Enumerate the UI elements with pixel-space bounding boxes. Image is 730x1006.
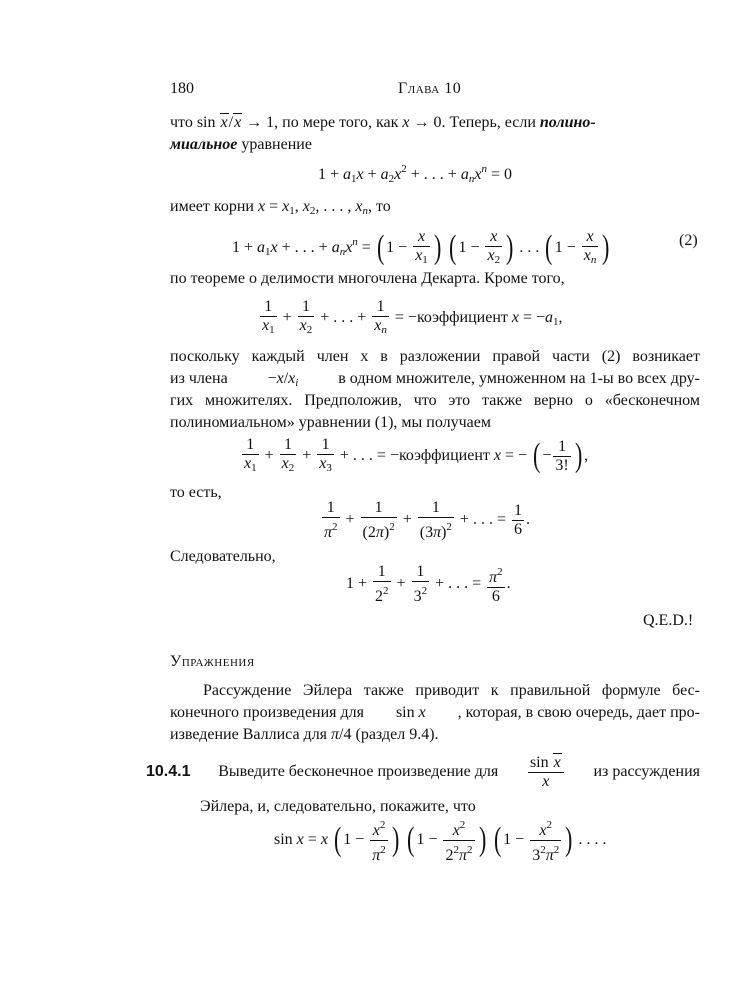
equation-infinite-sum: $\frac{1}{x_1}$ + $\frac{1}{x_2}$ + $\frac{1}{x_3}$ + . . . = −коэффициент x = − ( − $\frac{1}{3!}$ ) ,: [244, 435, 589, 475]
line-sledov: Следовательно,: [170, 548, 276, 565]
text-p1-l2-b: в одном множителе, умноженном на 1-ы во всех дру-: [338, 370, 700, 387]
exercises-heading: Упражнения: [170, 653, 255, 670]
text-l1-c: . Теперь, если: [441, 114, 536, 131]
exercise-number: 10.4.1: [146, 763, 191, 780]
text-ex-l2-b: , которая, в свою очередь, дает про-: [457, 704, 700, 721]
line-1: [170, 112, 700, 134]
text-ex-l3-b: (раздел 9.4).: [355, 726, 439, 743]
exercises-line-1: Рассуждение Эйлера также приводит к правильной формуле бес-: [203, 682, 700, 699]
line-descartes: по теореме о делимости многочлена Декарта. Кроме того,: [170, 270, 565, 287]
equation-reciprocal-sum: $\frac{1}{x_1}$ + $\frac{1}{x_2}$ + . . . + $\frac{1}{x_n}$ = −коэффициент $x = -a_1$,: [262, 297, 563, 336]
text-ex-l3-a: изведение Валлиса для: [170, 726, 328, 743]
text-l2-rest: уравнение: [241, 136, 312, 153]
qed: Q.E.D.!: [643, 612, 694, 629]
math-minus-x-over-xi: $-x/x_i$: [267, 370, 299, 389]
math-x-to-0: x → 0: [402, 114, 442, 131]
line-2: [170, 134, 312, 156]
equation-polynomial: $1 + a_1x + a_2x^2$ + . . . + $a_nx^n = 0$: [318, 163, 512, 185]
line-roots: [170, 196, 391, 222]
text-p1-l2-a: из члена: [170, 370, 228, 387]
exercises-line-2: [170, 702, 700, 724]
page-number: 180: [170, 80, 194, 97]
text-l2-poly: миальное: [170, 136, 238, 153]
math-sin-x: sin x: [395, 704, 426, 721]
equation-sine-product: sin x = x ( 1 − $\frac{x^2}{\pi^2}$ ) ( 1 − $\frac{x^2}{2^2\pi^2}$ ) ( 1 − $\frac{x^2}{3^2\pi^2}$ ) . . . .: [274, 814, 607, 866]
text-roots-intro-b: , то: [367, 198, 391, 215]
exercise-10-4-1-line-1: [146, 752, 700, 792]
exercises-line-3: [170, 724, 439, 746]
text-roots-intro-a: имеет корни: [170, 198, 254, 215]
equation-2: $1 + a_1x$ + . . . + $a_nx^n$ = ( 1 − $\frac{x}{x_1}$ ) ( 1 − $\frac{x}{x_2}$ ) . . . ( 1 − $\frac{x}{x_n}$ ): [232, 227, 610, 267]
chapter-title: Глава 10: [398, 80, 462, 97]
math-sqrt-ratio: x/x → 1: [220, 114, 275, 131]
line-to-est: то есть,: [170, 484, 222, 501]
text-l1-poly: полино-: [539, 114, 596, 131]
para-line-4: полиномиальном» уравнении (1), мы получаем: [170, 414, 491, 431]
equation-2-label: (2): [679, 232, 698, 249]
exercise-10-4-1-line-2: Эйлера, и, следовательно, покажите, что: [200, 798, 476, 815]
para-line-1: поскольку каждый член x в разложении правой части (2) возникает: [170, 348, 700, 365]
coef-word-1: коэффициент: [416, 309, 508, 326]
text-l1-b: , по мере того, как: [274, 114, 399, 131]
text-ex-l2-a: конечного произведения для: [170, 704, 365, 721]
equation-basel: 1 + $\frac{1}{2^2}$ + $\frac{1}{3^2}$ + . . . = $\frac{\pi^2}{6}$ .: [346, 562, 511, 605]
para-line-3: гих множителях. Предположив, что это также верно о «бесконечном: [170, 392, 700, 409]
math-sin-sqrt-over-sqrt: $\frac{\text{sin x}}{x}$: [528, 754, 564, 791]
equation-pi-series: $\frac{1}{\pi^2}$ + $\frac{1}{(2\pi)^2}$ + $\frac{1}{(3\pi)^2}$ + . . . = $\frac{1}{6}$ .: [324, 498, 530, 541]
math-roots: $x = x_1$, $x_2$, . . . , $x_n$: [257, 198, 368, 217]
text-l1-a: что sin: [170, 114, 216, 131]
text-ex-task-b: из рассуждения: [593, 763, 700, 780]
math-pi-over-4: π/4: [331, 726, 352, 743]
coef-word-2: коэффициент: [398, 447, 490, 464]
text-ex-task-a: Выведите бесконечное произведение для: [218, 763, 499, 780]
